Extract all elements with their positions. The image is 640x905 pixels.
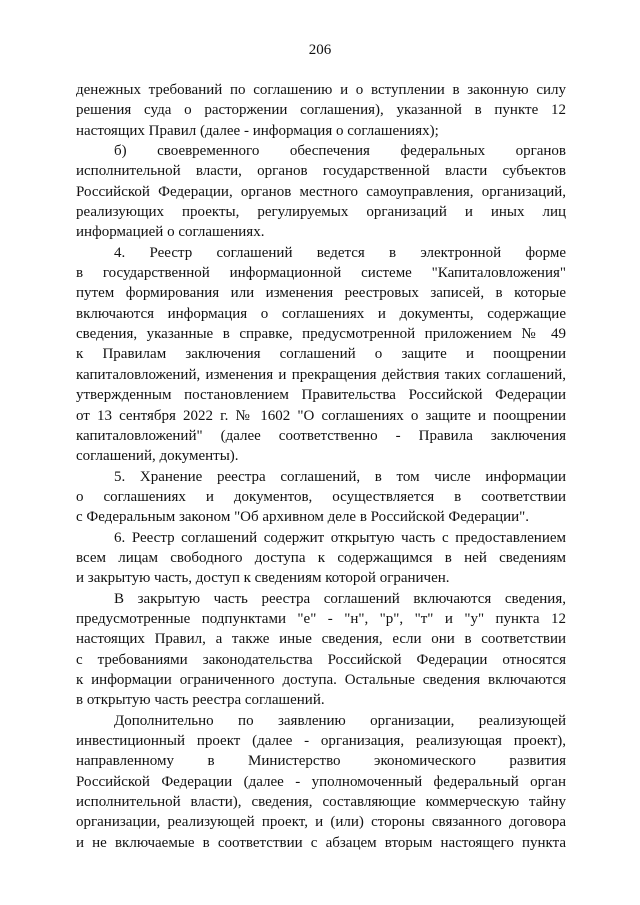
text-line: настоящих Правил (далее - информация о соглашениях); xyxy=(76,122,439,139)
text-line: от 13 сентября 2022 г. № 1602 "О соглашениях о защите и поощрении xyxy=(76,407,566,424)
text-line: 5. Хранение реестра соглашений, в том числе информации xyxy=(114,468,566,485)
text-line: реализующих проекты, регулируемых организаций и иных лиц xyxy=(76,204,566,221)
text-line: б) своевременного обеспечения федеральных органов xyxy=(114,143,566,160)
text-line: путем формирования или изменения реестровых записей, в которые xyxy=(76,285,566,302)
text-line: включаются информация о соглашениях и документы, содержащие xyxy=(76,305,566,322)
text-line: Дополнительно по заявлению организации, реализующей xyxy=(114,712,566,729)
text-line: 6. Реестр соглашений содержит открытую часть с предоставлением xyxy=(114,529,566,546)
text-line: и закрытую часть, доступ к сведениям которой ограничен. xyxy=(76,570,450,587)
text-line: инвестиционный проект (далее - организация, реализующая проект), xyxy=(76,733,566,749)
text-line: к информации ограниченного доступа. Остальные сведения включаются xyxy=(76,671,566,688)
text-line: капиталовложений, изменения и прекращения действия таких соглашений, xyxy=(76,366,566,383)
text-line: организации, реализующей проект, и (или) стороны связанного договора xyxy=(76,814,566,831)
text-line: с требованиями законодательства Российской Федерации относятся xyxy=(76,651,566,668)
text-line: направленному в Министерство экономического развития xyxy=(76,753,566,770)
text-line: решения суда о расторжении соглашения), указанной в пункте 12 xyxy=(76,102,566,119)
text-line: сведения, указанные в справке, предусмотренной приложением № 49 xyxy=(76,326,566,343)
text-line: предусмотренные подпунктами "е" - "н", "р", "т" и "у" пункта 12 xyxy=(76,610,566,627)
text-line: утвержденным постановлением Правительства Российской Федерации xyxy=(76,387,566,404)
text-line: и не включаемые в соответствии с абзацем вторым настоящего пункта xyxy=(76,834,566,851)
text-line: исполнительной власти, органов государственной власти субъектов xyxy=(76,163,566,180)
text-line: В закрытую часть реестра соглашений включаются сведения, xyxy=(114,590,566,607)
text-line: с Федеральным законом "Об архивном деле в Российской Федерации". xyxy=(76,509,530,526)
text-line: Российской Федерации, органов местного самоуправления, организаций, xyxy=(76,183,566,200)
text-line: в государственной информационной системе "Капиталовложения" xyxy=(76,265,566,282)
text-line: в открытую часть реестра соглашений. xyxy=(76,692,325,709)
text-line: денежных требований по соглашению и о вступлении в законную силу xyxy=(76,82,566,98)
text-line: информацией о соглашениях. xyxy=(76,224,265,241)
text-line: капиталовложений" (далее соответственно - Правила заключения xyxy=(76,427,566,444)
text-line: о соглашениях и документов, осуществляется в соответствии xyxy=(76,488,566,505)
text-line: Российской Федерации (далее - уполномоченный федеральный орган xyxy=(76,773,566,790)
text-line: 4. Реестр соглашений ведется в электронной форме xyxy=(114,244,566,261)
text-line: всем лицам свободного доступа к содержащимся в ней сведениям xyxy=(76,549,566,566)
text-line: настоящих Правил, а также иные сведения, если они в соответствии xyxy=(76,631,566,648)
document-body xyxy=(76,80,566,853)
page-number: 206 xyxy=(308,42,332,58)
text-line: к Правилам заключения соглашений о защите и поощрении xyxy=(76,346,566,363)
text-line: исполнительной власти), сведения, составляющие коммерческую тайну xyxy=(76,794,566,811)
text-line: соглашений, документы). xyxy=(76,448,239,465)
